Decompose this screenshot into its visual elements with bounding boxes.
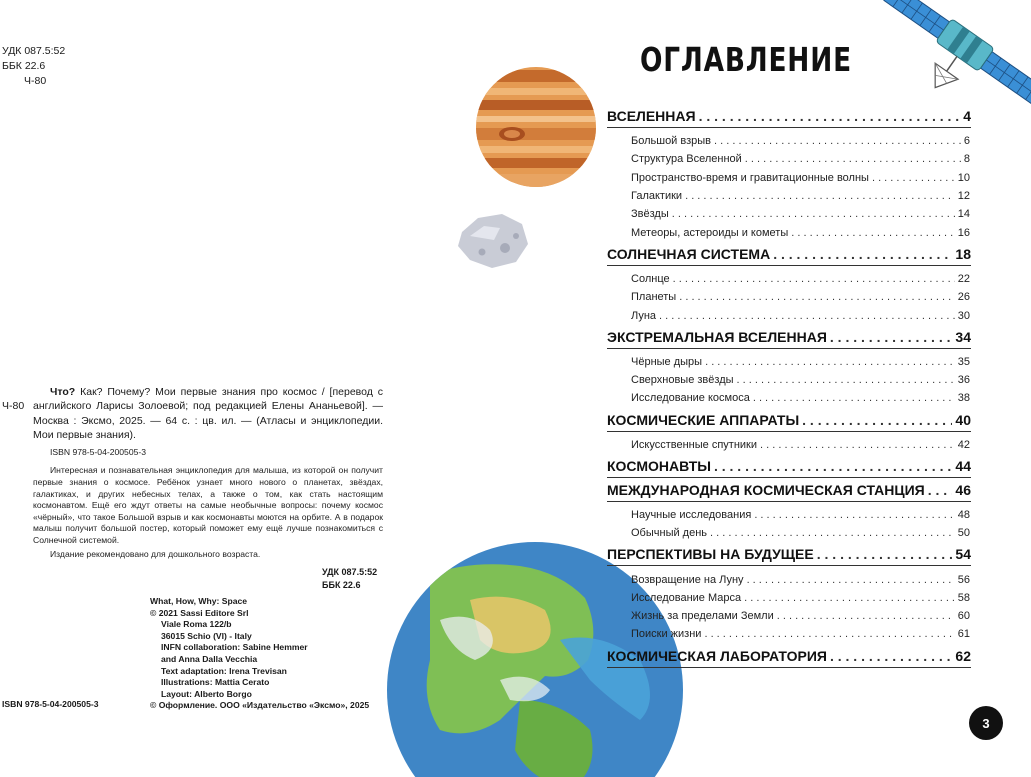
toc-leader <box>705 356 955 368</box>
toc-entry-page: 26 <box>957 291 970 304</box>
toc-entry[interactable] <box>607 187 971 205</box>
toc-leader <box>830 329 953 345</box>
table-of-contents <box>607 104 971 668</box>
toc-entry-page: 48 <box>957 509 970 521</box>
toc-entry-page: 8 <box>963 153 970 166</box>
credit-line: 36015 Schio (VI) - Italy <box>161 630 252 641</box>
toc-leader <box>802 412 952 428</box>
credit-line: What, How, Why: Space <box>150 596 248 606</box>
toc-section-label: ПЕРСПЕКТИВЫ НА БУДУЩЕЕ <box>607 546 814 563</box>
toc-leader <box>685 190 955 202</box>
toc-section[interactable] <box>607 644 971 668</box>
jupiter-illustration <box>470 67 610 188</box>
toc-section-label: СОЛНЕЧНАЯ СИСТЕМА <box>607 245 771 262</box>
toc-entry-page: 50 <box>957 527 970 540</box>
toc-entry[interactable] <box>607 589 971 607</box>
toc-leader <box>714 135 961 147</box>
toc-entry-label: Научные исследования <box>631 509 752 521</box>
toc-entry[interactable] <box>607 132 971 150</box>
toc-entry-page: 56 <box>957 573 970 586</box>
toc-entry[interactable] <box>607 570 971 588</box>
toc-entry[interactable] <box>607 506 971 524</box>
toc-entry-page: 38 <box>957 392 970 405</box>
toc-entry[interactable] <box>607 169 971 187</box>
toc-section-label: МЕЖДУНАРОДНАЯ КОСМИЧЕСКАЯ СТАНЦИЯ <box>607 481 925 498</box>
toc-entry-page: 36 <box>957 374 970 387</box>
toc-section[interactable] <box>607 325 971 349</box>
toc-entry-page: 10 <box>957 171 970 184</box>
toc-entry-page: 22 <box>957 272 970 285</box>
toc-leader <box>744 592 955 604</box>
toc-section[interactable] <box>607 408 971 432</box>
toc-entry-label: Исследование космоса <box>631 392 750 405</box>
credit-line: Layout: Alberto Borgo <box>161 688 252 699</box>
toc-entry-page: 35 <box>957 355 970 368</box>
toc-entry-page: 12 <box>957 190 970 203</box>
toc-section-label: КОСМИЧЕСКИЕ АППАРАТЫ <box>607 411 800 428</box>
toc-entry-label: Метеоры, астероиды и кометы <box>631 226 789 239</box>
toc-entry-label: Поиски жизни <box>631 628 702 641</box>
credit-line: Text adaptation: Irena Trevisan <box>161 665 287 676</box>
toc-entry[interactable] <box>607 150 971 168</box>
toc-section-label: КОСМИЧЕСКАЯ ЛАБОРАТОРИЯ <box>607 647 827 664</box>
toc-leader <box>672 208 955 220</box>
toc-leader <box>714 458 952 474</box>
page-number-badge: 3 <box>969 706 1003 740</box>
toc-section-page: 46 <box>955 481 971 498</box>
udk-code-right: УДК 087.5:52 <box>322 567 378 577</box>
toc-leader <box>760 439 955 451</box>
toc-leader <box>753 392 955 404</box>
toc-section-page: 4 <box>963 108 971 124</box>
toc-leader <box>777 610 955 622</box>
toc-entry-label: Луна <box>631 309 657 322</box>
toc-entry-page: 30 <box>957 309 970 322</box>
toc-section[interactable] <box>607 478 971 502</box>
toc-entry-page: 16 <box>957 226 970 239</box>
credit-line: INFN collaboration: Sabine Hemmer <box>161 642 308 653</box>
toc-entry-label: Пространство-время и гравитационные волны <box>631 171 869 184</box>
toc-section[interactable] <box>607 542 971 566</box>
isbn-bottom: ISBN 978-5-04-200505-3 <box>2 699 99 709</box>
toc-entry-page: 60 <box>957 610 970 623</box>
credit-line: Viale Roma 122/b <box>161 619 232 630</box>
credit-line: and Anna Dalla Vecchia <box>161 653 258 664</box>
toc-entry[interactable] <box>607 625 971 643</box>
toc-entry-label: Солнце <box>631 272 670 285</box>
toc-leader <box>928 482 953 498</box>
toc-section-page: 44 <box>955 457 971 474</box>
author-mark: Ч-80 <box>24 75 47 87</box>
book-title-word: Что? <box>50 386 76 398</box>
toc-leader <box>704 628 954 640</box>
toc-entry[interactable] <box>607 205 971 223</box>
toc-entry[interactable] <box>607 607 971 625</box>
toc-leader <box>679 291 955 303</box>
toc-entry-label: Сверхновые звёзды <box>631 374 734 387</box>
toc-entry[interactable] <box>607 306 971 324</box>
toc-entry-label: Обычный день <box>631 527 708 540</box>
toc-entry[interactable] <box>607 270 971 288</box>
toc-section-page: 40 <box>955 411 971 428</box>
toc-entry-label: Структура Вселенной <box>631 153 742 166</box>
toc-leader <box>747 574 955 586</box>
toc-entry-page: 14 <box>957 208 970 221</box>
bbk-code: ББК 22.6 <box>2 60 46 72</box>
udk-code: УДК 087.5:52 <box>2 45 66 57</box>
toc-leader <box>699 108 961 124</box>
bbk-code-right: ББК 22.6 <box>322 579 361 590</box>
toc-leader <box>830 648 952 664</box>
asteroid-illustration <box>458 214 528 268</box>
toc-title: ОГЛАВЛЕНИЕ <box>640 40 852 79</box>
credit-line: © Оформление. ООО «Издательство «Эксмо», 2025 <box>150 700 370 711</box>
toc-section-label: ЭКСТРЕМАЛЬНАЯ ВСЕЛЕННАЯ <box>607 328 827 345</box>
toc-leader <box>745 153 961 165</box>
toc-entry-label: Чёрные дыры <box>631 355 703 368</box>
toc-entry[interactable] <box>607 389 971 407</box>
toc-entry-label: Планеты <box>631 291 677 304</box>
toc-leader <box>817 546 953 562</box>
toc-entry-page: 61 <box>957 628 970 641</box>
toc-entry-page: 6 <box>963 135 970 148</box>
toc-entry-label: Возвращение на Луну <box>631 573 744 586</box>
toc-leader <box>673 273 955 285</box>
toc-entry[interactable] <box>607 223 971 241</box>
toc-section-page: 54 <box>955 546 971 563</box>
toc-leader <box>754 509 954 521</box>
toc-entry-label: Звёзды <box>631 208 669 221</box>
toc-leader <box>872 172 955 184</box>
toc-leader <box>773 246 952 262</box>
toc-leader <box>710 527 955 539</box>
toc-section[interactable] <box>607 242 971 266</box>
toc-section-page: 62 <box>955 647 971 664</box>
toc-section-label: ВСЕЛЕННАЯ <box>607 108 696 124</box>
bibliographic-details: Как? Почему? Мои первые знания про космос / [перевод с английского Ларисы Золоевой; под редакцией Елены Ананьевой]. — Москва : Эксмо, 2025. — 64 с. : цв. ил. — (Атласы и энциклопедии. Мои первые знания). <box>33 386 383 441</box>
toc-section-label: КОСМОНАВТЫ <box>607 457 711 474</box>
side-author-mark: Ч-80 <box>2 400 25 412</box>
toc-entry-label: Исследование Марса <box>631 591 742 604</box>
toc-entry-page: 58 <box>957 591 970 604</box>
toc-entry-label: Галактики <box>631 190 683 203</box>
toc-entry[interactable] <box>607 353 971 371</box>
toc-leader <box>791 227 955 239</box>
credit-line: © 2021 Sassi Editore Srl <box>150 607 249 618</box>
toc-entry-label: Большой взрыв <box>631 135 712 148</box>
toc-entry-page: 42 <box>957 438 970 451</box>
toc-entry-label: Жизнь за пределами Земли <box>631 610 774 623</box>
toc-leader <box>737 374 955 386</box>
toc-entry[interactable] <box>607 288 971 306</box>
toc-leader <box>659 310 955 322</box>
toc-section-page: 18 <box>955 245 971 262</box>
credit-line: Illustrations: Mattia Cerato <box>161 677 270 688</box>
toc-entry[interactable] <box>607 436 971 454</box>
toc-section[interactable] <box>607 454 971 478</box>
toc-entry-label: Искусственные спутники <box>631 438 757 451</box>
toc-section-page: 34 <box>955 328 971 345</box>
age-note: Издание рекомендовано для дошкольного возраста. <box>50 548 261 559</box>
toc-entry[interactable] <box>607 371 971 389</box>
toc-entry[interactable] <box>607 524 971 542</box>
toc-section[interactable] <box>607 104 971 128</box>
annotation: Интересная и познавательная энциклопедия для малыша, из которой он получит первые знания о космосе. Ребёнок узнает много нового о планетах, звёздах, галактиках, и других небесных телах, а также о том, как стать настоящим космонавтом. Ещё его ждут ответы на самые необычные вопросы: почему космос «чёрный», что такое Большой взрыв и как космонавты моются на орбите. А в подарок малыш получит большой постер, который поможет ему ещё лучше познакомиться с Солнечной системой. <box>33 465 383 546</box>
isbn-line: ISBN 978-5-04-200505-3 <box>50 447 147 458</box>
